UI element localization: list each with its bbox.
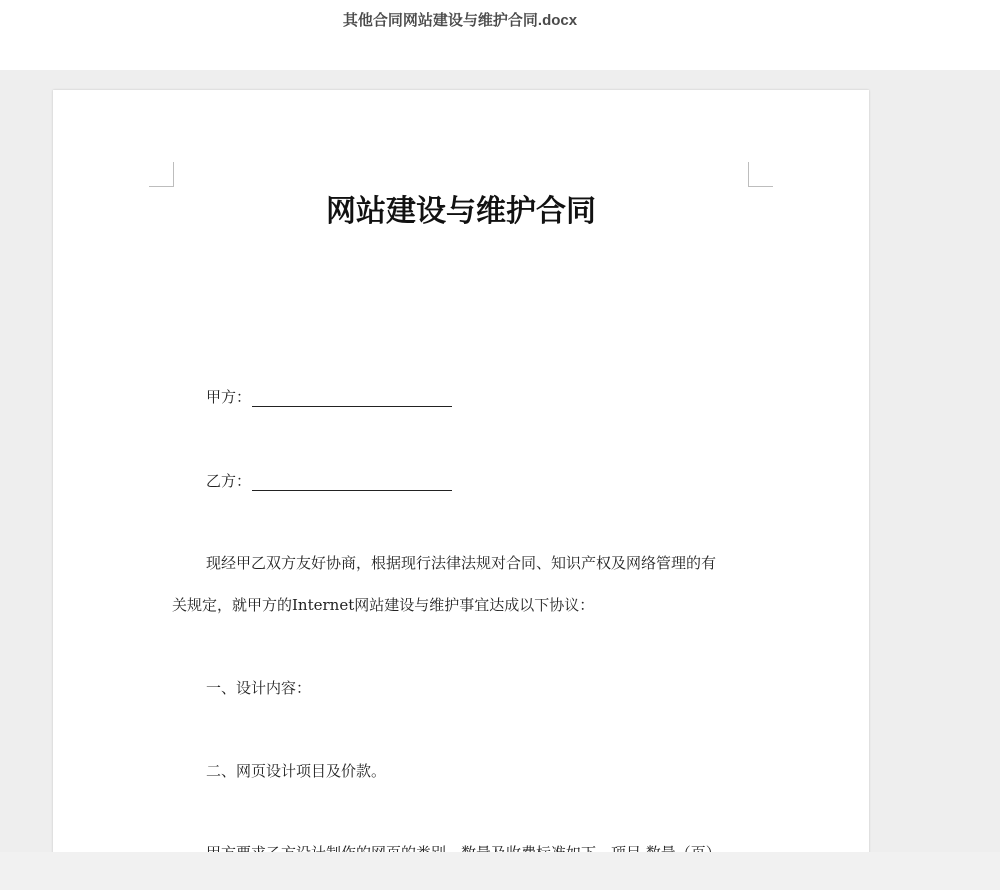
section-2-heading: 二、网页设计项目及价款。 [206, 762, 387, 780]
document-file-name: 其他合同网站建设与维护合同.docx [342, 12, 578, 29]
document-page [53, 90, 869, 890]
party-b-blank [252, 476, 452, 491]
party-a-blank [252, 392, 452, 407]
party-a-label: 甲方： [206, 388, 252, 406]
contract-title: 网站建设与维护合同 [326, 194, 596, 229]
intro-line-1: 现经甲乙双方友好协商，根据现行法律法规对合同、知识产权及网络管理的有 [206, 554, 717, 572]
party-b-label: 乙方： [206, 472, 252, 490]
intro-line-2: 关规定，就甲方的Internet网站建设与维护事宜达成以下协议： [172, 596, 595, 614]
document-viewer[interactable] [0, 70, 1000, 852]
bottom-bar [0, 852, 1000, 890]
party-a-line [206, 386, 452, 407]
title-bar [0, 0, 1000, 70]
party-b-line [206, 470, 452, 491]
margin-corner-top-right [748, 162, 773, 187]
margin-corner-top-left [149, 162, 174, 187]
section-1-heading: 一、设计内容： [206, 679, 312, 697]
